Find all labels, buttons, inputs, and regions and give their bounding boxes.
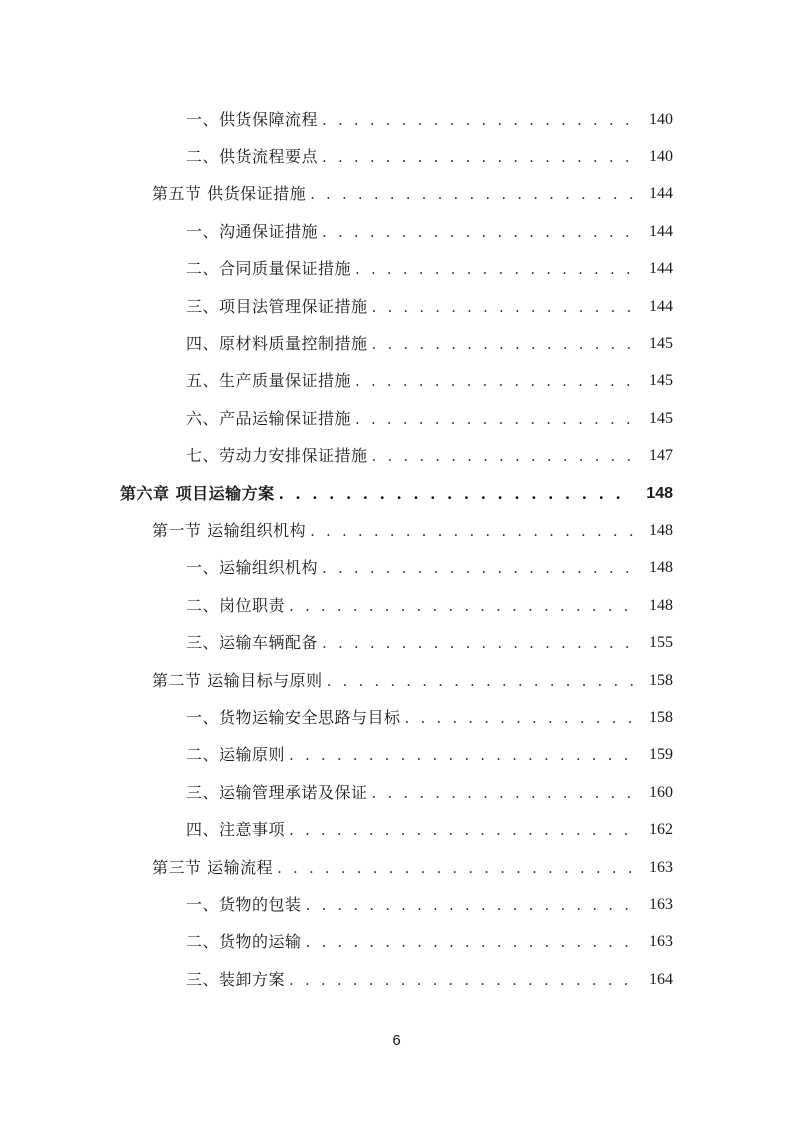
dot-leader [322,557,633,579]
dot-leader [322,632,633,654]
dot-leader [289,595,633,617]
toc-entry-item[interactable] [0,587,793,624]
toc-entry-item[interactable] [0,737,793,774]
toc-entry-chapter[interactable] [0,475,793,512]
dot-leader [289,969,633,991]
toc-entry-section[interactable] [0,662,793,699]
toc-entry-item[interactable] [0,438,793,475]
toc-entry-title: 三、项目法管理保证措施 [186,296,368,316]
toc-entry-page: 140 [649,110,673,128]
dot-leader [310,183,633,205]
toc-entry-section[interactable] [0,512,793,549]
toc-entry-title: 一、沟通保证措施 [186,221,319,241]
toc-entry-item[interactable] [0,325,793,362]
toc-entry-page: 144 [649,260,673,278]
toc-entry-page: 148 [649,559,673,577]
toc-entry-title: 三、装卸方案 [186,969,286,989]
toc-entry-item[interactable] [0,886,793,923]
toc-entry-page: 159 [649,746,673,764]
toc-entry-title: 第二节 运输目标与原则 [152,670,323,690]
toc-entry-page: 164 [649,970,673,988]
toc-entry-item[interactable] [0,924,793,961]
dot-leader [310,520,633,542]
toc-entry-title: 四、注意事项 [186,820,286,840]
toc-entry-title: 二、货物的运输 [186,932,302,952]
toc-entry-item[interactable] [0,138,793,175]
toc-entry-page: 163 [649,895,673,913]
dot-leader [355,258,633,280]
dot-leader [355,370,633,392]
toc-entry-title: 第一节 运输组织机构 [152,520,307,540]
dot-leader [277,857,633,879]
toc-entry-page: 144 [649,185,673,203]
toc-entry-page: 147 [649,447,673,465]
toc-entry-item[interactable] [0,213,793,250]
page-number: 6 [392,1032,401,1049]
toc-entry-title: 三、运输车辆配备 [186,633,319,653]
dot-leader [322,221,633,243]
dot-leader [372,333,633,355]
toc-entry-title: 三、运输管理承诺及保证 [186,782,368,802]
toc-entry-item[interactable] [0,961,793,998]
dot-leader [355,408,633,430]
toc-entry-page: 155 [649,634,673,652]
toc-entry-item[interactable] [0,811,793,848]
toc-entry-title: 一、货物的包装 [186,894,302,914]
toc-entry-section[interactable] [0,176,793,213]
dot-leader [372,782,633,804]
toc-entry-title: 二、岗位职责 [186,595,286,615]
toc-entry-page: 145 [649,335,673,353]
toc-entry-item[interactable] [0,774,793,811]
toc-entry-page: 148 [649,596,673,614]
toc-entry-page: 144 [649,297,673,315]
toc-entry-title: 二、合同质量保证措施 [186,259,352,279]
toc-entry-item[interactable] [0,550,793,587]
toc-entry-page: 148 [646,484,673,502]
dot-leader [306,894,633,916]
toc-entry-item[interactable] [0,699,793,736]
dot-leader [405,707,633,729]
dot-leader [372,445,633,467]
toc-entry-section[interactable] [0,849,793,886]
dot-leader [322,109,633,131]
toc-entry-page: 163 [649,858,673,876]
dot-leader [322,146,633,168]
toc-entry-page: 158 [649,671,673,689]
toc-entry-page: 145 [649,372,673,390]
toc-entry-title: 第六章 项目运输方案 [120,483,275,503]
toc-entry-item[interactable] [0,101,793,138]
toc-entry-title: 二、运输原则 [186,745,286,765]
dot-leader [306,931,633,953]
toc-entry-page: 144 [649,222,673,240]
toc-entry-item[interactable] [0,251,793,288]
toc-entry-title: 五、生产质量保证措施 [186,371,352,391]
toc-entry-title: 第三节 运输流程 [152,857,274,877]
dot-leader [279,483,633,505]
toc-entry-item[interactable] [0,624,793,661]
dot-leader [327,670,633,692]
toc-entry-item[interactable] [0,363,793,400]
toc-entry-title: 七、劳动力安排保证措施 [186,446,368,466]
toc-entry-title: 第五节 供货保证措施 [152,184,307,204]
toc-entry-page: 162 [649,821,673,839]
dot-leader [289,744,633,766]
toc-entry-title: 一、供货保障流程 [186,109,319,129]
table-of-contents [0,101,793,998]
dot-leader [289,819,633,841]
toc-entry-item[interactable] [0,400,793,437]
toc-entry-page: 145 [649,409,673,427]
toc-entry-page: 148 [649,521,673,539]
toc-entry-page: 140 [649,148,673,166]
dot-leader [372,296,633,318]
toc-entry-page: 163 [649,933,673,951]
toc-entry-page: 160 [649,783,673,801]
toc-entry-title: 六、产品运输保证措施 [186,408,352,428]
toc-entry-title: 四、原材料质量控制措施 [186,334,368,354]
toc-entry-title: 一、运输组织机构 [186,558,319,578]
toc-entry-item[interactable] [0,288,793,325]
toc-entry-title: 一、货物运输安全思路与目标 [186,707,401,727]
toc-entry-title: 二、供货流程要点 [186,147,319,167]
toc-entry-page: 158 [649,708,673,726]
